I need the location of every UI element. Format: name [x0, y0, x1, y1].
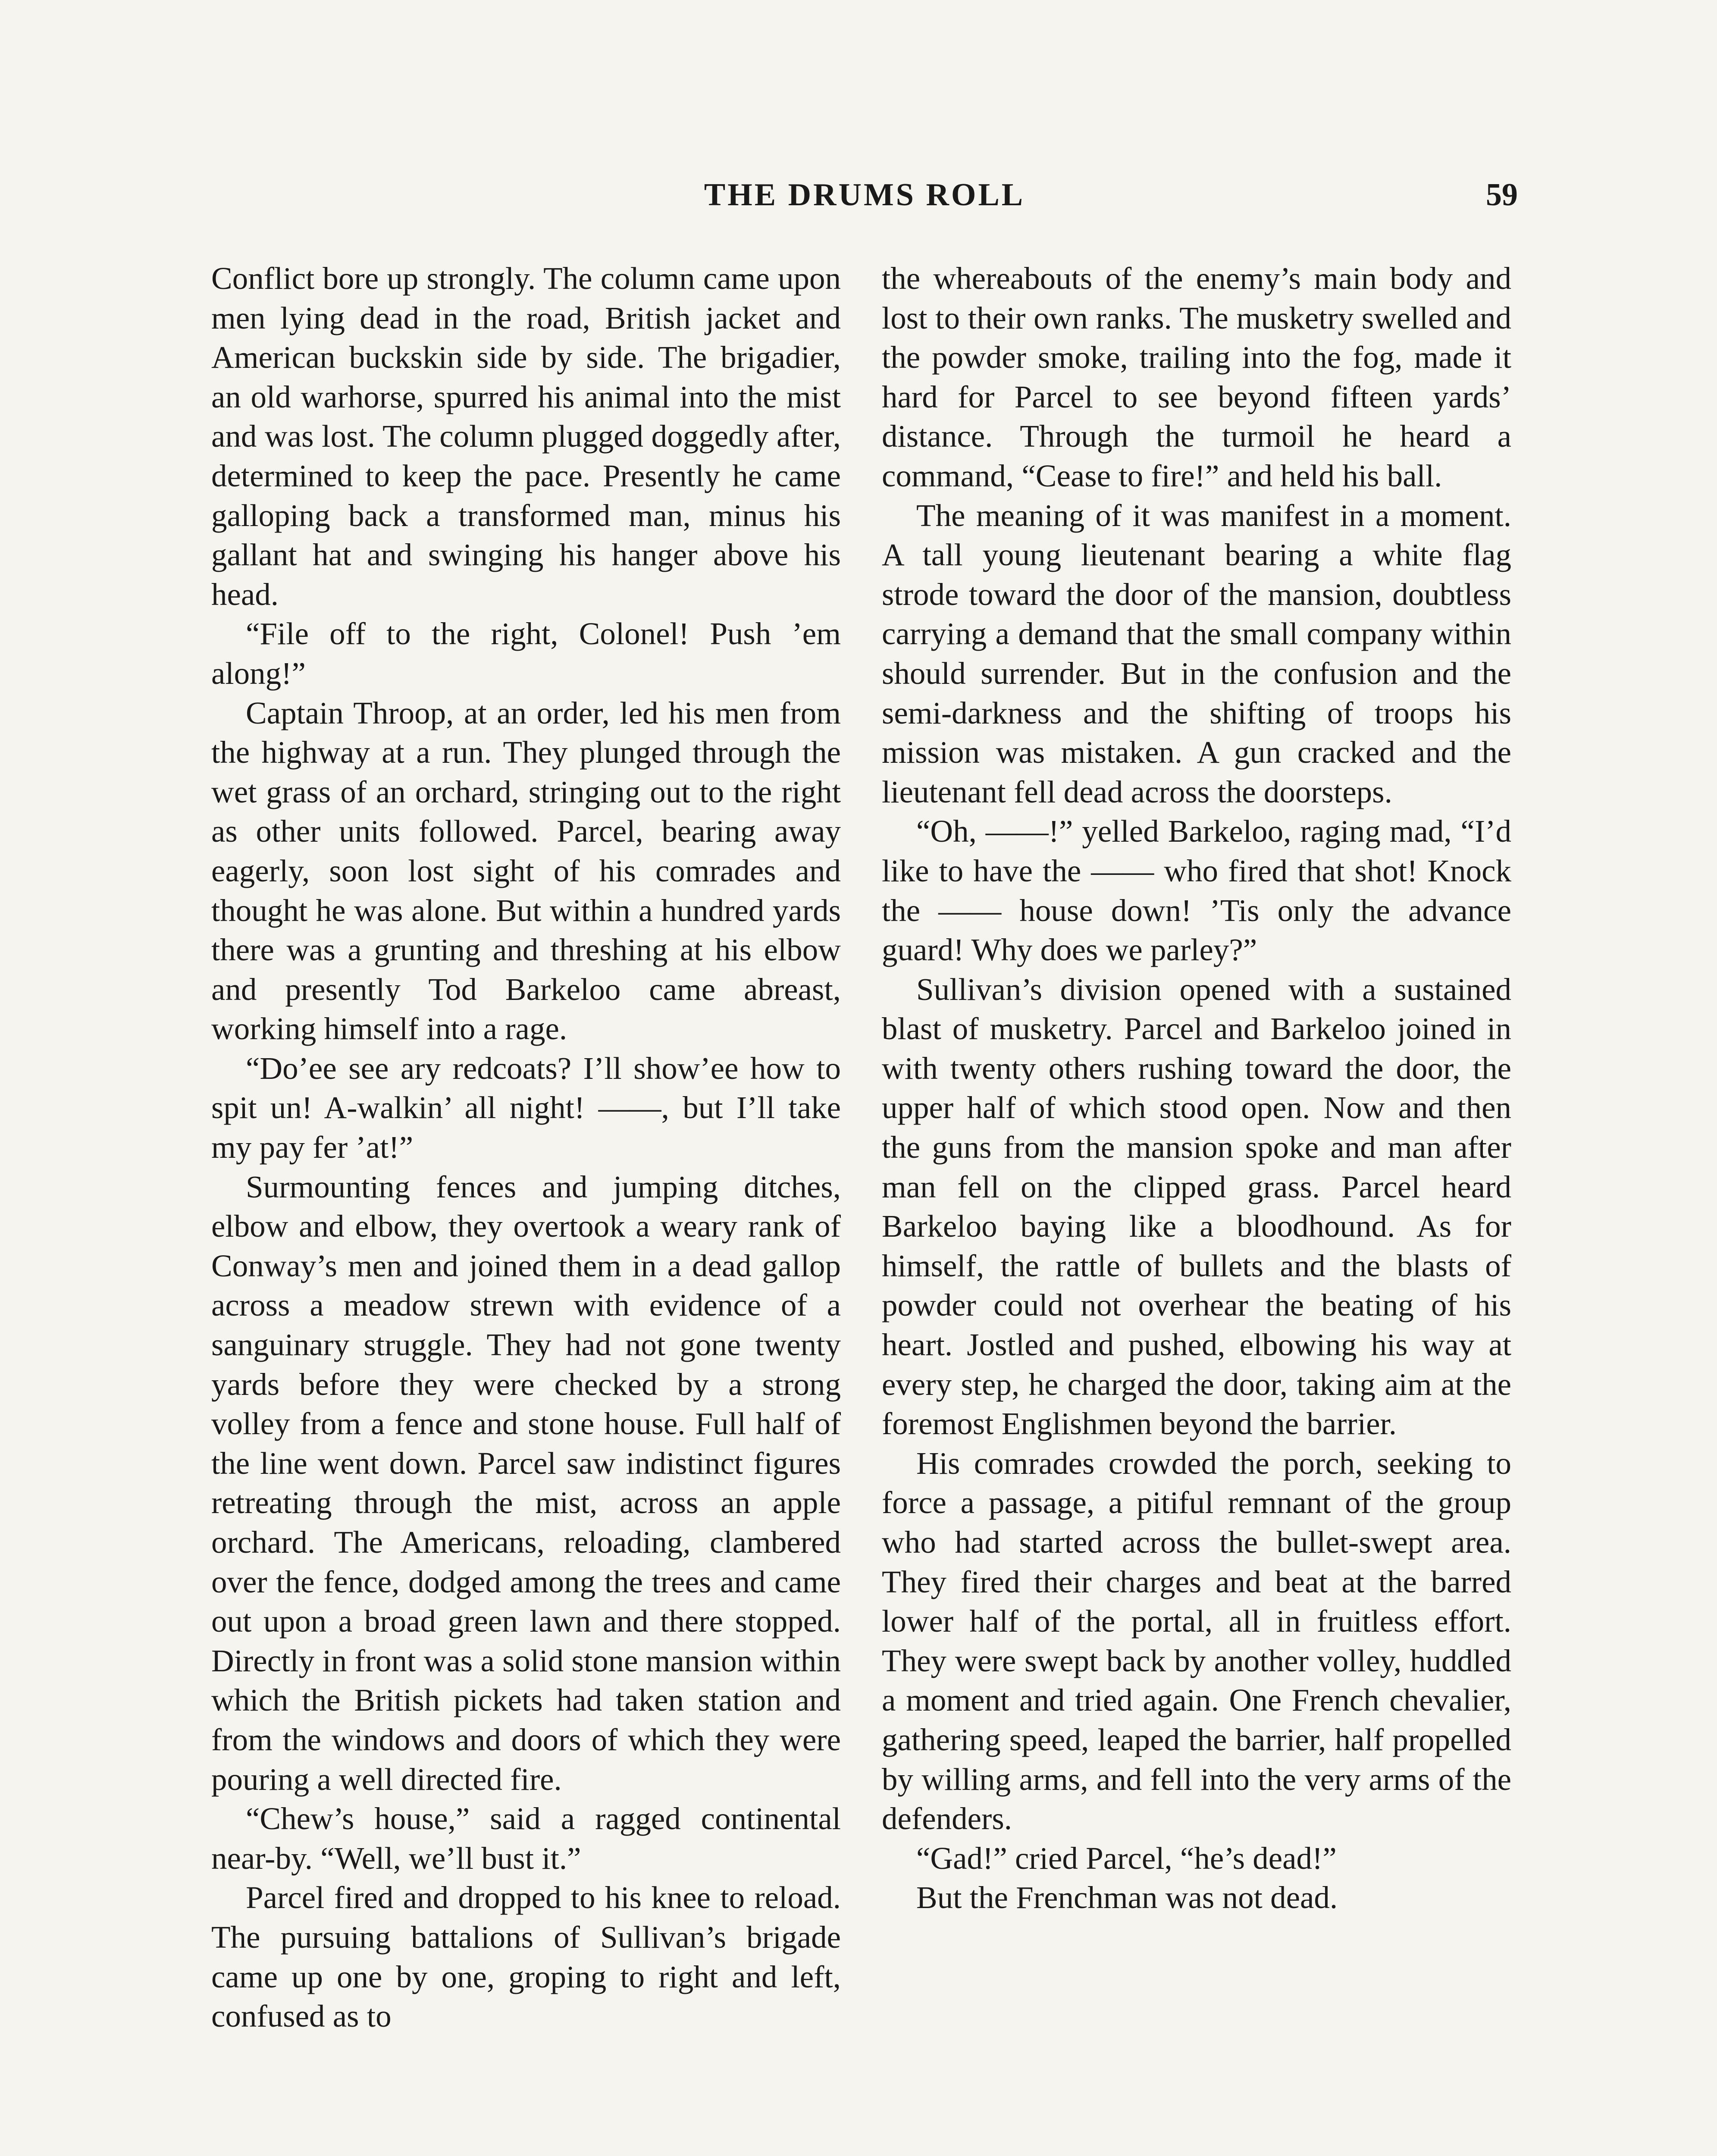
paragraph: “Oh, ——!” yelled Barkeloo, raging mad, “I’d like to have the —— who fired that shot! Knock the —— house down! ’Tis only the advance guard! Why does we parley?” — [882, 814, 1511, 968]
paragraph: Surmounting fences and jumping ditches, elbow and elbow, they overtook a weary rank of Conway’s men and joined them in a dead gallop across a meadow strewn with evidence of a sanguinary struggle. They had not gone twenty yards before they were checked by a strong volley from a fence and stone house. Full half of the line went down. Parcel saw indistinct figures retreating through the mist, across an apple orchard. The Americans, reloading, clambered over the fence, dodged among the trees and came out upon a broad green lawn and there stopped. Directly in front was a solid stone mansion within which the British pickets had taken station and from the windows and doors of which they were pouring a well directed fire. — [211, 1169, 841, 1797]
left-column — [211, 259, 841, 2036]
paragraph: “Chew’s house,” said a ragged continental near-by. “Well, we’ll bust it.” — [211, 1801, 841, 1876]
running-title: THE DRUMS ROLL — [704, 177, 1025, 213]
paragraph: the whereabouts of the enemy’s main body and lost to their own ranks. The musketry swelled and the powder smoke, trailing into the fog, made it hard for Parcel to see beyond fifteen yards’ distance. Through the turmoil he heard a command, “Cease to fire!” and held his ball. — [882, 261, 1511, 493]
paragraph: Captain Throop, at an order, led his men from the highway at a run. They plunged through the wet grass of an orchard, stringing out to the right as other units followed. Parcel, bearing away eagerly, soon lost sight of his comrades and thought he was alone. But within a hundred yards there was a grunting and threshing at his elbow and presently Tod Barkeloo came abreast, working himself into a rage. — [211, 695, 841, 1047]
paragraph: “Gad!” cried Parcel, “he’s dead!” — [916, 1840, 1337, 1876]
paragraph: Parcel fired and dropped to his knee to reload. The pursuing battalions of Sullivan’s brigade came up one by one, groping to right and left, confused as to — [211, 1880, 841, 2034]
paragraph: “File off to the right, Colonel! Push ’em along!” — [211, 616, 841, 691]
paragraph: Sullivan’s division opened with a sustained blast of musketry. Parcel and Barkeloo joined in with twenty others rushing toward the door, the upper half of which stood open. Now and then the guns from the mansion spoke and man after man fell on the clipped grass. Parcel heard Barkeloo baying like a bloodhound. As for himself, the rattle of bullets and the blasts of powder could not overhear the beating of his heart. Jostled and pushed, elbowing his way at every step, he charged the door, taking aim at the foremost Englishmen beyond the barrier. — [882, 971, 1511, 1442]
page-number: 59 — [1486, 177, 1518, 213]
paragraph: But the Frenchman was not dead. — [916, 1880, 1338, 1915]
page-header — [211, 177, 1518, 224]
paragraph: His comrades crowded the porch, seeking to force a passage, a pitiful remnant of the group who had started across the bullet-swept area. They fired their charges and beat at the barred lower half of the portal, all in fruitless effort. They were swept back by another volley, huddled a moment and tried again. One French chevalier, gathering speed, leaped the barrier, half propelled by willing arms, and fell into the very arms of the defenders. — [882, 1445, 1511, 1836]
paragraph: The meaning of it was manifest in a moment. A tall young lieutenant bearing a white flag strode toward the door of the mansion, doubtless carrying a demand that the small company within should surrender. But in the confusion and the semi-darkness and the shifting of troops his mission was mistaken. A gun cracked and the lieutenant fell dead across the doorsteps. — [882, 498, 1511, 809]
paragraph: Conflict bore up strongly. The column came upon men lying dead in the road, British jacket and American buckskin side by side. The brigadier, an old warhorse, spurred his animal into the mist and was lost. The column plugged doggedly after, determined to keep the pace. Presently he came galloping back a transformed man, minus his gallant hat and swinging his hanger above his head. — [211, 261, 841, 612]
paragraph: “Do’ee see ary redcoats? I’ll show’ee how to spit un! A-walkin’ all night! ——, but I’ll take my pay fer ’at!” — [211, 1050, 841, 1165]
right-column — [882, 259, 1511, 1918]
